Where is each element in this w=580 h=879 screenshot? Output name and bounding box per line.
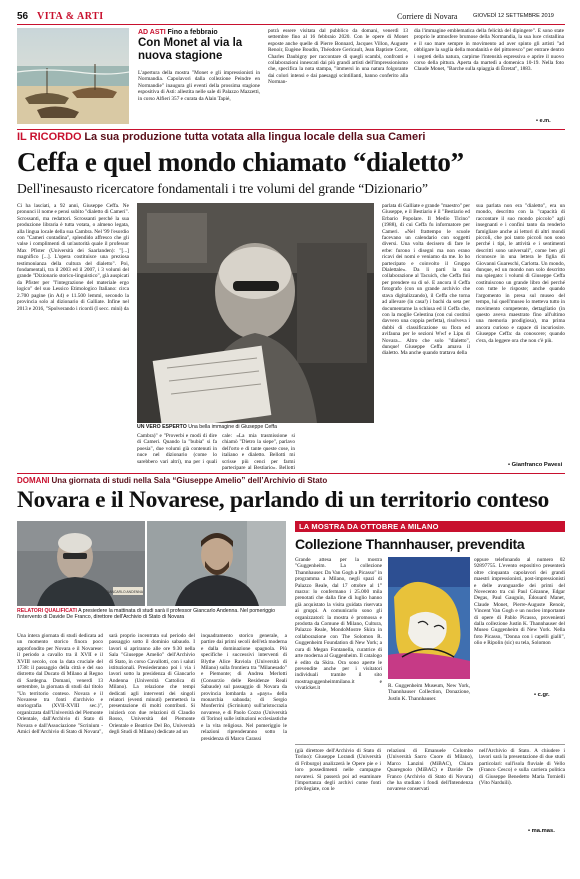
header-rule [17, 24, 565, 25]
ceffa-signature: • Gianfranco Pavesi [508, 462, 563, 468]
ceffa-portrait-image [137, 203, 374, 423]
novara-headline: Novara e il Novarese, parlando di un territorio conteso [17, 487, 549, 513]
novara-continuation-rule [295, 744, 565, 745]
ceffa-kicker-label: IL RICORDO [17, 131, 82, 143]
thannhauser-body-colA: Grande attesa per la mostra "Guggenheim. La collezione Thannhauser. Da Van Gogh a Picasso" in programma a Milano, negli spazi di Palazzo Reale, dal 17 ottobre al 1° marzo: lo confermano i 25.000 mila prenotati che dalla fine di luglio hanno già acquistato la visita guidata riservata ai gruppi. A comunicarlo sono gli organizzatori: la mostra è promossa e prodotta da Comune di Milano, Cultura, Palazzo Reale, MondoMostre Skira in collaborazione con The Solomon R. Guggenheim Foundation di New York; a cura di Megan Fontanella, curatrice di arte moderna al Guggenheim. Il catalogo è edito da Skira. Ora sono aperte le prevendite anche per i visitatori individuali tramite il sito mostraguggenheimmilano.it e vivaticket.it [295, 557, 382, 692]
thannhauser-band-text: LA MOSTRA DA OTTOBRE A MILANO [299, 522, 439, 531]
ceffa-caption-text: Una bella immagine di Giuseppe Ceffa [188, 424, 277, 430]
novara-signature: • ma.mas. [528, 828, 555, 834]
monet-body-col3: dia l'immagine emblematica della felicità del dipingere". È sono state proprio le atmosfere brumose della Normandia, la sua luce cristallina e il suo mare sempre in movimento ad aver spinto gli artisti "ad obbligare la soglia della mondanità e del pittoresco" per entrare dentro i segreti della natura, carpirne l'intensità espressiva e aprire il nuovo corso della pittura. Aperta da martedì a domenica 10-19. Nella foto Claude Monet, "Barche sulla spiaggia di Étretat", 1883. [414, 28, 564, 73]
novara-photo-caption [17, 608, 286, 620]
thannhauser-band [295, 521, 565, 532]
page-header [17, 11, 565, 24]
ceffa-caption-label: UN VERO ESPERTO [137, 424, 187, 430]
ceffa-headline: Ceffa e quel mondo chiamato “dialetto” [17, 147, 464, 177]
divider-ceffa [17, 129, 565, 130]
novara-kicker [17, 476, 565, 485]
picasso-painting-image [388, 557, 470, 679]
newspaper-name: Corriere di Novara [397, 12, 458, 21]
page-number: 56 [17, 11, 29, 22]
ceffa-body-col3b [300, 433, 374, 471]
ceffa-body-col2: Cambra)" e "Proverbi e modi di dire di Cameri. Quando la "bubia" si fa poesia", due volumi già contenuti in nuce nel dizionario (come lo sarebbero vari altri), ma per i quali [137, 433, 217, 465]
defranco-photo [147, 521, 286, 606]
monet-body-col1: L'apertura della mostra "Monet e gli impressionisti in Normandia. Capolavori dalla collezione Peindre en Normandie" inaugura gli eventi della prossima stagione espositiva di Asti: allestita nelle sale di Palazzo Mazzetti, in corso Alfieri 357 e curata da Alain Tapié, [138, 70, 260, 102]
novara-kicker-label: DOMANI [17, 476, 50, 485]
novara-kicker-tail: Una giornata di studi nella Sala “Giuseppe Amelio” dell’Archivio di Stato [51, 476, 328, 485]
ceffa-body-col1: Ci ha lasciati, a 92 anni, Giuseppe Ceffa. Ne pronunci il nome e pensi subito "dialetto di Cameri". Scrossanti, ma redattori. Scrossanti perché la sua produzione libraria è tutta votata, o almeno legata, alla lingua locale della sua Cambra. Nel '99 l'esordio con "Cameri contadina", splendido affresco che gli valse i complimenti di un'autorità quale il professor Max Pfister (Università dei Saarlanden): "[...] magnifico [...]. L'opera costituisce una preziosa testimonianza della cultura del dialetto". Poi, fondamentali, tra il 2003 ed il 2007, i 3 volumi del grande "Dizionario storico-linguistico", già auspicati da Pfister per "l'integrazione del materiale ergo logico" del suo Lessico Etimologico Italiano: circa 2.700 pagine (in A4) e 11.500 lemmi, secondo la provincia solo al dizionario di Galliate. Infine nel 2013 e 2016, "Spolverando i ricordi (I secc. mini) da [17, 203, 129, 312]
ceffa-body-col3: cale: «La mia trasmissione si chiamò "Dietro la siepe", parlavo dell'orto e di tante queste cose, in italiano e dialetto. Bellotti mi scrisse più cenci per farmi partecipare al Bestiario». Bellotti [222, 433, 295, 471]
andenna-photo [17, 521, 145, 606]
novara-body-col4: (già direttore dell'Archivio di Stato di Torino): Giuseppe Lorandi (Università di Friburgo) analizzerà le Opere pie e i loro possedimenti nelle campagne novaresi. Si passerà poi ad esaminare l'importanza degli archivi come fonti privilegiate, con le [295, 748, 381, 793]
thannhauser-body-colB: oppure telefonando al numero 02 92897755. L'evento espositivo presenterà oltre cinquanta capolavori dei grandi maestri impressionisti, post-impressionisti e delle avanguardie dei primi del Novecento tra cui Paul Cézanne, Edgar Degas, Paul Gauguin, Édouard Manet, Claude Monet, Pierre-Auguste Renoir, Vincent Van Gogh e un nucleo importante di opere di Pablo Picasso, provenienti dalla collezione Justin K. Thannhauser del Museo Guggenheim di New York. Nella foto Picasso, "Donna con i capelli gialli", olio e Ripolin (sic) su tela, Solomon [474, 557, 565, 647]
thannhauser-signature: • c.gr. [534, 692, 550, 698]
monet-signature: • e.m. [536, 118, 551, 124]
thannhauser-headline: Collezione Thannhauser, prevendita [295, 536, 525, 552]
ceffa-photo-caption [137, 424, 374, 430]
novara-body-col6: nell'Archivio di Stato. A chiudere i lavori sarà la presentazione di due studi particolari: sull'isola fluviale di Vello (Franco Cesco) e sulla carriera politica di Giuseppe Benedetto Maria Tornielli (Vito Narduili). [479, 748, 565, 787]
thannhauser-body-colC: R. Guggenheim Museum, New York, Thannhauser Collection, Donazione, Justin K. Thannhauser. [388, 683, 470, 702]
monet-kicker-label: AD ASTI [138, 29, 166, 36]
novara-caption-text: A presiedere la mattinata di studi sarà il professor Giancarlo Andenna. Nel pomeriggio l'intervento di Davide De Franco, direttore dell'Archivio di Stato di Novara [17, 608, 276, 621]
monet-kicker-tail: Fino a febbraio [167, 29, 218, 36]
monet-kicker [138, 28, 278, 36]
ceffa-body-col4: parlata di Galliate e grande "maestro" per Giuseppe, e il Bestiario è il "Bestiario ed Erbario Popolare. Il Medio Ticino" (1988), di cui Ceffa fu informatore per Cameri. «Nel frattempo le scuole facevano un calendario con soggetti diversi. Una volta decisero di fare le erbe: furono i disegni ma non erano ricavi dei nomi e veniamo da me. Io ho partecipato e coinvolto il Gruppo Dialettale». Da lì partì la sua collaborazione al Tacuich, che Ceffa finì per prendere su di sé. E ancora il Ceffa fotografo (con un grande archivio che stava digitalizzando), il Ceffa che torna ad allevare (in casa!) i bachi da seta per documentarne la schiusa ed il Ceffa che, con la moglie Celestina (con cui costituì davvero una coppia perfetta), risolveva i dubbi di classificazione su flora ed avifauna per le sezioni Wwf e Lipu di Novara... Altro che solo "dialetto", dunque! Giuseppe Ceffa amava il dialetto. Ma anche quando trattava della [382, 203, 470, 357]
novara-body-col1: Una intera giornata di studi dedicata ad un momento storico finora poco approfondito per Novara e il Novarese: il periodo a cavallo tra il XVII e il XVIII secolo, con la data cruciale del 1738: il passaggio della città e del suo distretto dal Ducato di Milano al Regno di Sardegna. Domani, venerdì 13 settembre, la giornata di studi dal titolo "Un territorio conteso. Novara e il Novarese tra fonti d'archivio e storiografia (XVII-XVIII sec.)", organizzata dall'Università del Piemonte Orientale, dall'Archivio di Stato di Novara e dall'Associazione "Scrinium - Amici dell'Archivio di Stato di Novara", [17, 633, 103, 736]
monet-body-col2: potrà essere visitata dal pubblico da domani, venerdì 13 settembre fino al 16 febbraio 2020. Con le opere di Monet esposte anche quelle di Pierre Bonnard, Jacques Villon, Auguste Renoir, Eugène Boudin, Théodore Gericault, Jean Baptiste Corot, Charles Daubigny per raccontare di quegli scambi, confronti e collaborazioni innescati dai più grandi artisti dell'Impressionismo che, specifica la nota stampa, "immersi in una natura folgorante dai colori intensi e dai paesaggi scintillanti, hanno conferito alla Norman- [268, 28, 408, 86]
issue-date: GIOVEDÌ 12 SETTEMBRE 2019 [473, 13, 554, 19]
novara-body-col5: relazioni di Emanuele Colombo (Università Sacro Cuore di Milano), Marco Lanzini (MiBAC), Chiara Quaregnolo (MiBAC) e Davide De Franco (Archivio di Stato di Novara) che ha studiato i fondi dell'Intendenza novarese conservati [387, 748, 473, 793]
monet-painting-image [17, 28, 129, 124]
andenna-name-plate: GIANCARLO ANDENNA [105, 590, 143, 594]
ceffa-kicker [17, 131, 565, 143]
ceffa-body-col5: sua parlata non era "dialetto", era un mondo, descritto con la "capacità di raccontare il suo mondo piccolo" agli insegnanti e i confini tanto da renderlo famigliare anche ai lettori di altri mondi piccoli, che poi tanto piccoli non sono perché i tipi, le attività e i sentimenti descritti sono universali", come ben gli riconosce in una lettera le figlia di Giovanni Guareschi, Carlotta. Un mondo, dunque, ed un mondo non solo descritto ma spiegato: i volumi di Giuseppe Ceffa costituiscono un grande libro dei perché con tutte le risposte; anche quando l'argomento in presa sul museo del tempo, lui quell'museo lo metteva tutto in movimento competente, dettagliatio (in questo aveva maestrato fino all'ultimo una memoria prodigiosa), ma prima ancora curioso e capace di incuriosire. Giuseppe Ceffa: da conoscere; quando c'era, da leggere ora che non c'è più. [476, 203, 565, 344]
section-name: VITA & ARTI [37, 11, 104, 22]
ceffa-subtitle: Dell'inesausto ricercatore fondamentali i tre volumi del grande “Dizionario” [17, 181, 429, 196]
monet-headline: Con Monet al via la nuova stagione [138, 37, 243, 62]
divider-novara [17, 473, 565, 474]
ceffa-kicker-tail: La sua produzione tutta votata alla lingua locale della sua Cameri [84, 131, 426, 143]
novara-caption-label: RELATORI QUALIFICATI [17, 608, 77, 614]
novara-body-col3: inquadramento storico generale, a partire dai primi secoli dell'età moderna e dalla dominazione spagnola. Più specifiche i successivi interventi di Blythe Alice Raviola (Università di Milano) sulla frontiera tra "Milanesado" e Piemonte; di Andrea Merlotti (Consorzio delle Residenze Reali Sabaude) sul passaggio di Novara da provincia lombarda a «pays» della monarchia sabauda; di Sergio Monferrini (Scrinium) sull'aristocrazia novarese, e di Paolo Cozzo (Università di Torino) sulle istituzioni ecclesiastiche e la vita religiosa. Nel pomeriggio le relazioni riprenderanno sotto la presidenza di Marco Carassi [201, 633, 287, 742]
novara-body-col2: sarà proprio incentrata sul periodo del passaggio sotto il dominio sabaudo. I lavori si apriranno alle ore 9.30 nella Sala "Giuseppe Amelio" dell'Archivio di Stato, in corso Cavallotti, con i saluti istituzionali. Presiederanno poi i via i lavori sotto la presidenza di Giancarlo Andenna (Università Cattolica di Milano). La relazione che tempi dedicati agli interventi dei singoli relatori (eventi minuti) permetterà la presentazione di molti contributi. Si inizierà con due relazioni di Claudio Rosso, Università del Piemonte Orientale e Beatrice Del Bo, Università degli Studi di Milano) dedicate ad un [109, 633, 195, 736]
